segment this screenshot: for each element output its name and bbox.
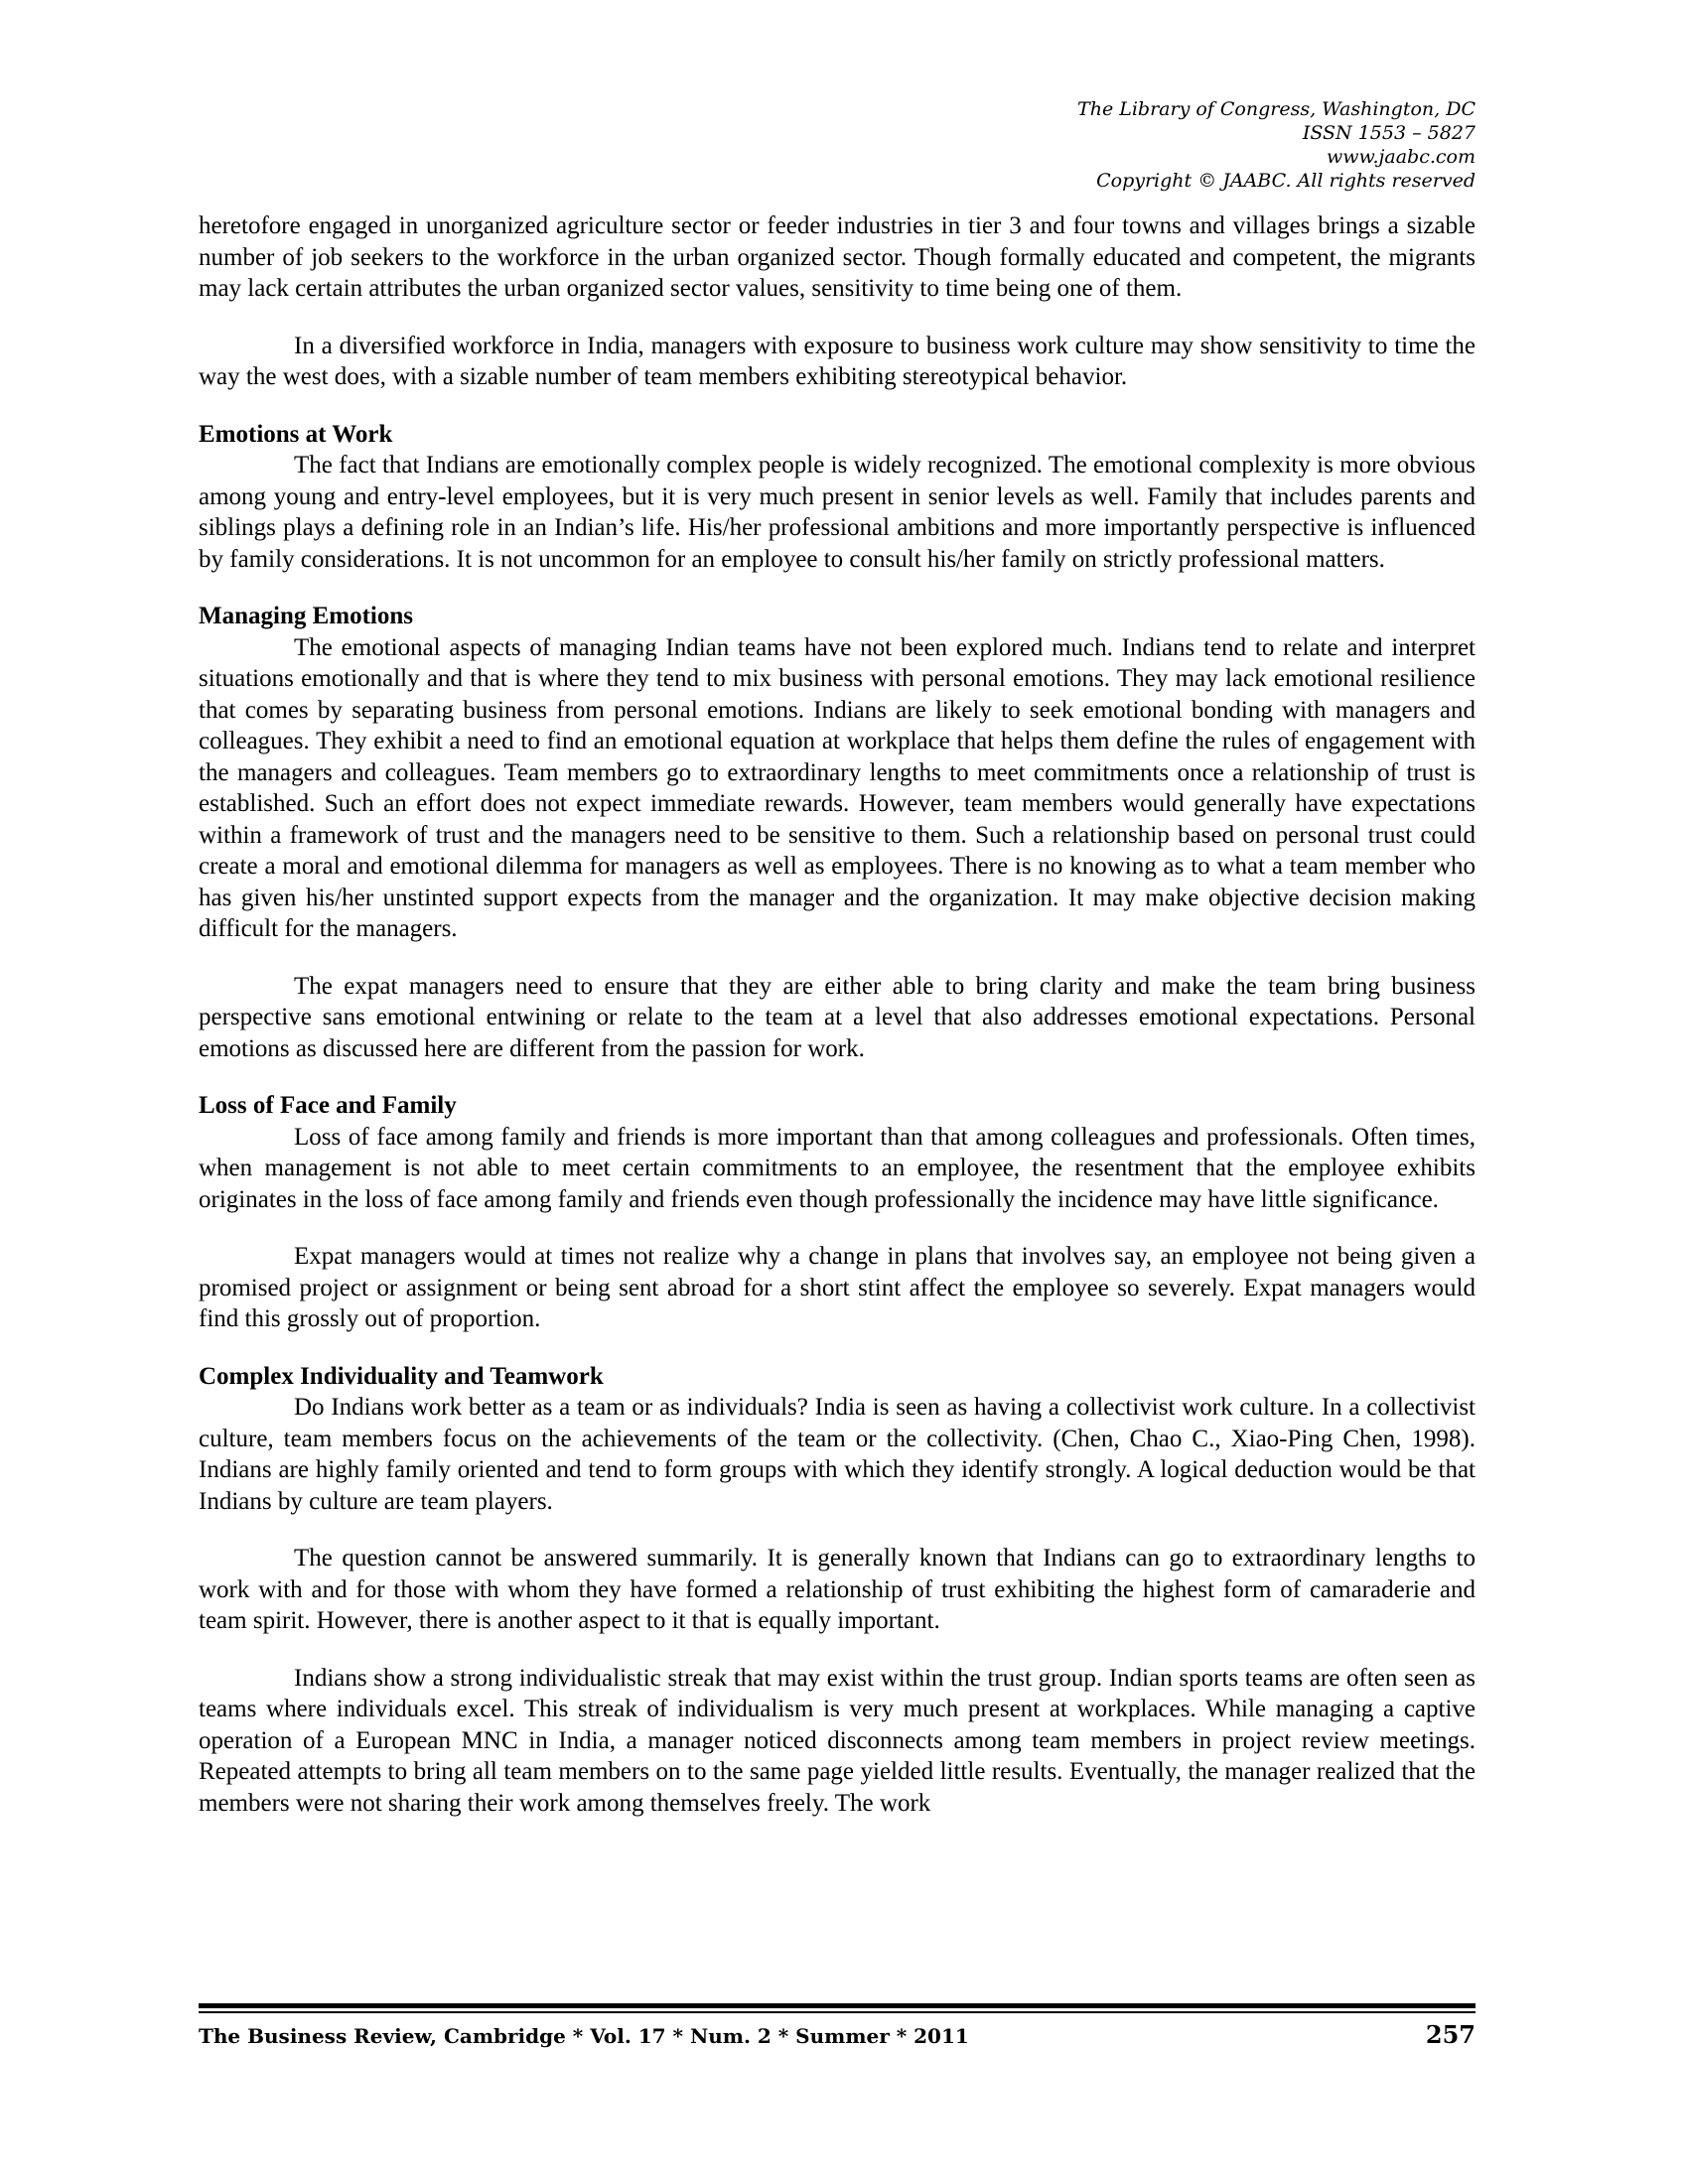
paragraph-managing-emotions: The emotional aspects of managing Indian teams have not been explored much. Indians tend to relate and interpret situations emotionally and that is where they tend to mix business with personal emotions. They may lack emotional resilience that comes by separating business from personal emotions. Indians are likely to seek emotional bonding with managers and colleagues. They exhibit a need to find an emotional equation at workplace that helps them define the rules of engagement with the managers and colleagues. Team members go to extraordinary lengths to meet commitments once a relationship of trust is established. Such an effort does not expect immediate rewards. However, team members would generally have expectations within a framework of trust and the managers need to be sensitive to them. Such a relationship based on personal trust could create a moral and emotional dilemma for managers as well as employees. There is no knowing as to what a team member who has given his/her unstinted support expects from the manager and the organization. It may make objective decision making difficult for the managers.	[199, 633, 1476, 942]
section-heading-managing-emotions: Managing Emotions	[199, 603, 414, 629]
section-heading-complex-individuality: Complex Individuality and Teamwork	[199, 1362, 604, 1390]
page-header	[880, 97, 1476, 193]
paragraph-diversified-workforce: In a diversified workforce in India, managers with exposure to business work culture may show sensitivity to time the way the west does, with a sizable number of team members exhibiting stereotypical behavior.	[199, 332, 1476, 390]
paragraph-loss-of-face: Loss of face among family and friends is more important than that among colleagues and professionals. Often times, when management is not able to meet certain commitments to an employee, the resentment that the employee exhibits originates in the loss of face among family and friends even though professionally the incidence may have little significance.	[199, 1123, 1476, 1213]
paragraph-change-in-plans: Expat managers would at times not realize why a change in plans that involves say, an employee not being given a promised project or assignment or being sent abroad for a short stint affect the employee so severely. Expat managers would find this grossly out of proportion.	[199, 1243, 1476, 1332]
page-number: 257	[1425, 2020, 1476, 2049]
header-copyright: Copyright © JAABC. All rights reserved	[1096, 170, 1476, 192]
footer-rule-thin	[199, 2011, 1476, 2013]
paragraph-individualistic-streak: Indians show a strong individualistic streak that may exist within the trust group. Indian sports teams are often seen as teams where individuals excel. This streak of individualism is very much present at workplaces. While managing a captive operation of a European MNC in India, a manager noticed disconnects among team members in project review meetings. Repeated attempts to bring all team members on to the same page yielded little results. Eventually, the manager realized that the members were not sharing their work among themselves freely. The work	[199, 1664, 1476, 1817]
paragraph-emotional-complexity: The fact that Indians are emotionally complex people is widely recognized. The emotional complexity is more obvious among young and entry-level employees, but it is very much present in senior levels as well. Family that includes parents and siblings plays a defining role in an Indian’s life. His/her professional ambitions and more importantly perspective is influenced by family considerations. It is not uncommon for an employee to consult his/her family on strictly professional matters.	[199, 452, 1476, 573]
section-heading-emotions-at-work: Emotions at Work	[199, 420, 393, 448]
header-library: The Library of Congress, Washington, DC	[1077, 98, 1476, 120]
header-website: www.jaabc.com	[1326, 146, 1476, 168]
paragraph-continuation: heretofore engaged in unorganized agriculture sector or feeder industries in tier 3 and four towns and villages brings a sizable number of job seekers to the workforce in the urban organized sector. Though formally educated and competent, the migrants may lack certain attributes the urban organized sector values, sensitivity to time being one of them.	[199, 212, 1476, 302]
section-heading-loss-of-face: Loss of Face and Family	[199, 1092, 457, 1119]
paragraph-expat-managers: The expat managers need to ensure that they are either able to bring clarity and make the team bring business perspective sans emotional entwining or relate to the team at a level that also addresses emotional expectations. Personal emotions as discussed here are different from the passion for work.	[199, 972, 1476, 1062]
footer-rule-thick	[199, 2003, 1476, 2008]
paragraph-team-or-individuals: Do Indians work better as a team or as individuals? India is seen as having a collectivist work culture. In a collectivist culture, team members focus on the achievements of the team or the collectivity. (Chen, Chao C., Xiao-Ping Chen, 1998). Indians are highly family oriented and tend to form groups with which they identify strongly. A logical deduction would be that Indians by culture are team players.	[199, 1394, 1476, 1515]
header-issn: ISSN 1553 – 5827	[1302, 122, 1476, 144]
footer-journal-info: The Business Review, Cambridge * Vol. 17 * Num. 2 * Summer * 2011	[199, 2024, 969, 2048]
paragraph-question-summarily: The question cannot be answered summarily. It is generally known that Indians can go to extraordinary lengths to work with and for those with whom they have formed a relationship of trust exhibiting the highest form of camaraderie and team spirit. However, there is another aspect to it that is equally important.	[199, 1545, 1476, 1634]
article-body	[199, 210, 1476, 1844]
